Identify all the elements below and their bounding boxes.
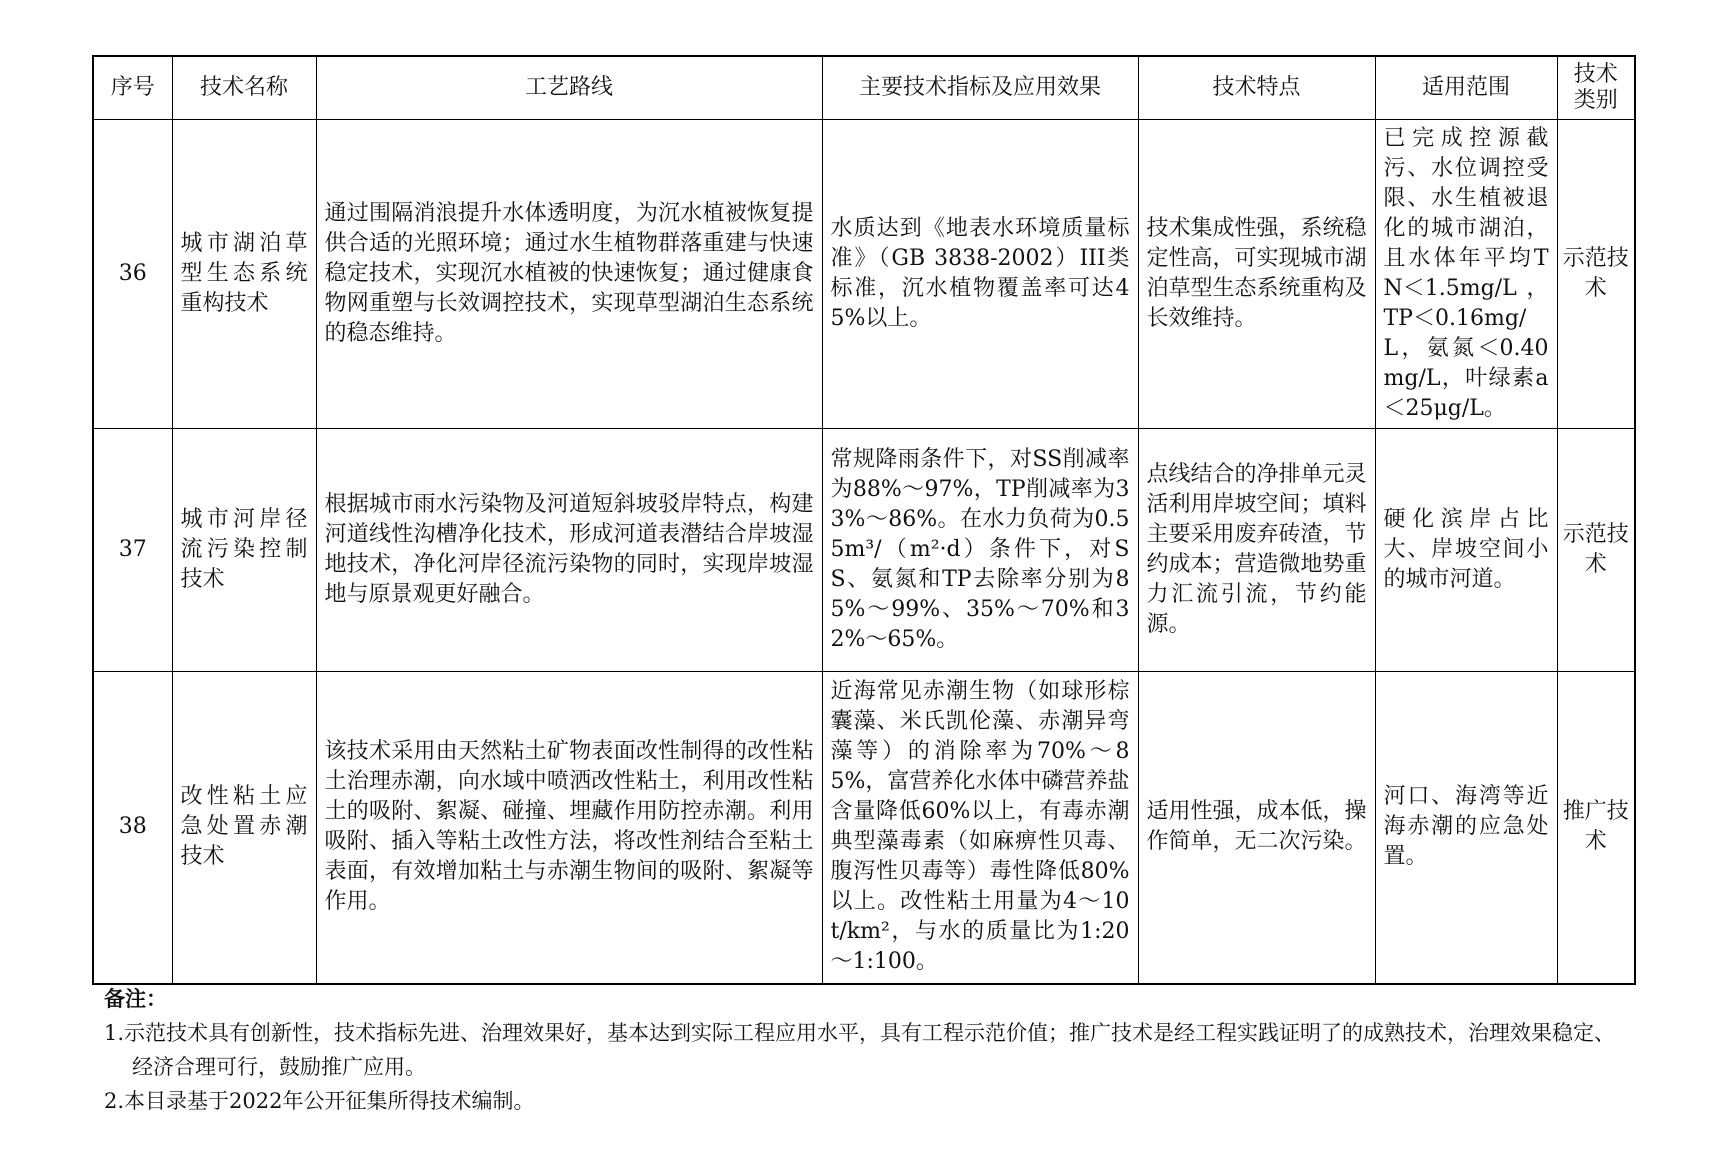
cell-name: 城市河岸径流污染控制技术 — [172, 428, 316, 671]
cell-scope: 已完成控源截污、水位调控受限、水生植被退化的城市湖泊，且水体年平均TN＜1.5mg/L，TP＜0.16mg/L，氨氮＜0.40mg/L，叶绿素a＜25μg/L。 — [1375, 119, 1557, 428]
table-row — [93, 671, 1635, 984]
notes-section — [104, 982, 1634, 1118]
header-indicators: 主要技术指标及应用效果 — [822, 56, 1138, 119]
header-index: 序号 — [93, 56, 172, 119]
cell-category: 示范技术 — [1557, 428, 1635, 671]
cell-name: 改性粘土应急处置赤潮技术 — [172, 671, 316, 984]
cell-index: 37 — [93, 428, 172, 671]
cell-process: 通过围隔消浪提升水体透明度，为沉水植被恢复提供合适的光照环境；通过水生植物群落重建与快速稳定技术，实现沉水植被的快速恢复；通过健康食物网重塑与长效调控技术，实现草型湖泊生态系统的稳态维持。 — [316, 119, 822, 428]
cell-process: 该技术采用由天然粘土矿物表面改性制得的改性粘土治理赤潮，向水域中喷洒改性粘土，利用改性粘土的吸附、絮凝、碰撞、埋藏作用防控赤潮。利用吸附、插入等粘土改性方法，将改性剂结合至粘土表面，有效增加粘土与赤潮生物间的吸附、絮凝等作用。 — [316, 671, 822, 984]
cell-category: 推广技术 — [1557, 671, 1635, 984]
header-category: 技术类别 — [1557, 56, 1635, 119]
cell-category: 示范技术 — [1557, 119, 1635, 428]
cell-indicators: 常规降雨条件下，对SS削减率为88%～97%，TP削减率为33%～86%。在水力负荷为0.55m³/（m²·d）条件下，对SS、氨氮和TP去除率分别为85%～99%、35%～70%和32%～65%。 — [822, 428, 1138, 671]
cell-features: 适用性强，成本低，操作简单，无二次污染。 — [1138, 671, 1375, 984]
header-scope: 适用范围 — [1375, 56, 1557, 119]
cell-features: 点线结合的净排单元灵活利用岸坡空间；填料主要采用废弃砖渣，节约成本；营造微地势重力汇流引流，节约能源。 — [1138, 428, 1375, 671]
header-process: 工艺路线 — [316, 56, 822, 119]
cell-indicators: 近海常见赤潮生物（如球形棕囊藻、米氏凯伦藻、赤潮异弯藻等）的消除率为70%～85%，富营养化水体中磷营养盐含量降低60%以上，有毒赤潮典型藻毒素（如麻痹性贝毒、腹泻性贝毒等）毒性降低80%以上。改性粘土用量为4～10t/km²，与水的质量比为1:20～1:100。 — [822, 671, 1138, 984]
notes-title: 备注： — [104, 987, 167, 1011]
cell-indicators: 水质达到《地表水环境质量标准》（GB 3838-2002）III类标准，沉水植物覆盖率可达45%以上。 — [822, 119, 1138, 428]
technology-table — [92, 55, 1636, 985]
cell-scope: 河口、海湾等近海赤潮的应急处置。 — [1375, 671, 1557, 984]
cell-index: 36 — [93, 119, 172, 428]
header-features: 技术特点 — [1138, 56, 1375, 119]
cell-index: 38 — [93, 671, 172, 984]
cell-features: 技术集成性强，系统稳定性高，可实现城市湖泊草型生态系统重构及长效维持。 — [1138, 119, 1375, 428]
table-header-row — [93, 56, 1635, 119]
note-item: 1.示范技术具有创新性，技术指标先进、治理效果好，基本达到实际工程应用水平，具有工程示范价值；推广技术是经工程实践证明了的成熟技术，治理效果稳定、经济合理可行，鼓励推广应用。 — [104, 1021, 1616, 1079]
cell-process: 根据城市雨水污染物及河道短斜坡驳岸特点，构建河道线性沟槽净化技术，形成河道表潜结合岸坡湿地技术，净化河岸径流污染物的同时，实现岸坡湿地与原景观更好融合。 — [316, 428, 822, 671]
table-row — [93, 119, 1635, 428]
cell-scope: 硬化滨岸占比大、岸坡空间小的城市河道。 — [1375, 428, 1557, 671]
table-row — [93, 428, 1635, 671]
header-name: 技术名称 — [172, 56, 316, 119]
cell-name: 城市湖泊草型生态系统重构技术 — [172, 119, 316, 428]
note-item: 2.本目录基于2022年公开征集所得技术编制。 — [104, 1089, 535, 1113]
